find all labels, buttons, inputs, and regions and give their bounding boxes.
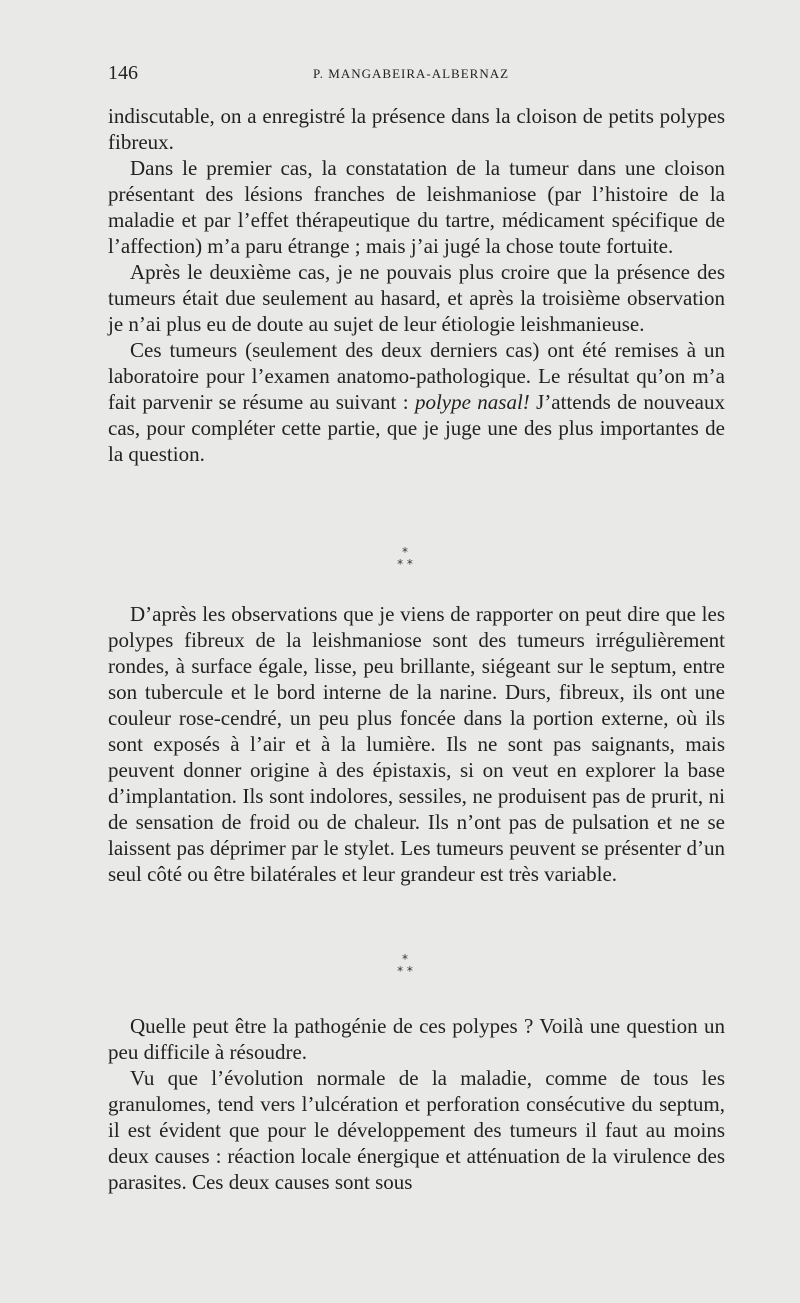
paragraph-text: J’attends de nouveaux cas, pour compléter cette partie, que je juge une des plus importantes de la question. <box>108 390 725 466</box>
running-head: P. MANGABEIRA-ALBERNAZ <box>313 66 510 81</box>
section-separator <box>385 953 425 977</box>
paragraph: indiscutable, on a enregistré la présence dans la cloison de petits polypes fibreux. <box>108 104 725 154</box>
paragraph: Vu que l’évolution normale de la maladie, comme de tous les granulomes, tend vers l’ulcération et perforation consécutive du septum, il est évident que pour le développement des tumeurs il faut au moins deux causes : réaction locale énergique et atténuation de la virulence des parasites. Ces deux causes sont sous <box>108 1066 725 1194</box>
paragraph-text: Ces tumeurs (seulement des deux derniers cas) ont été remises à un laboratoire pour l’examen anatomo-pathologique. Le résultat qu’on m’a fait parvenir se résume au suivant : <box>108 338 725 414</box>
paragraph: Après le deuxième cas, je ne pouvais plus croire que la présence des tumeurs était due seulement au hasard, et après la troisième observation je n’ai plus eu de doute au sujet de leur étiologie leishmanieuse. <box>108 260 725 336</box>
text-section-2 <box>108 601 725 887</box>
page-number: 146 <box>108 62 138 84</box>
page-header <box>108 62 728 88</box>
paragraph: Dans le premier cas, la constatation de la tumeur dans une cloison présentant des lésions franches de leishmaniose (par l’histoire de la maladie et par l’effet thérapeutique du tartre, médicament spécifique de l’affection) m’a paru étrange ; mais j’ai jugé la chose toute fortuite. <box>108 156 725 258</box>
paragraph: D’après les observations que je viens de rapporter on peut dire que les polypes fibreux de la leishmaniose sont des tumeurs irrégulièrement rondes, à surface égale, lisse, peu brillante, siégeant sur le septum, entre son tubercule et le bord interne de la narine. Durs, fibreux, ils ont une couleur rose-cendré, un peu plus foncée dans la portion externe, où ils sont exposés à l’air et à la lumière. Ils ne sont pas saignants, mais peuvent donner origine à des épistaxis, si on veut en explorer la base d’implantation. Ils sont indolores, sessiles, ne produisent pas de prurit, ni de sensation de froid ou de chaleur. Ils n’ont pas de pulsation et ne se laissent pas déprimer par le stylet. Les tumeurs peuvent se présenter d’un seul côté ou être bilatérales et leur grandeur est très variable. <box>108 602 725 886</box>
separator-star-bottom: * * <box>397 557 413 571</box>
text-section-3 <box>108 1013 725 1195</box>
separator-star-bottom: * * <box>397 964 413 978</box>
separator-star-top: * <box>402 545 408 559</box>
paragraph <box>108 337 725 467</box>
italic-text: polype nasal! <box>414 390 530 414</box>
paragraph: Quelle peut être la pathogénie de ces polypes ? Voilà une question un peu difficile à résoudre. <box>108 1014 725 1064</box>
section-separator <box>385 546 425 570</box>
separator-star-top: * <box>402 952 408 966</box>
text-section-1 <box>108 103 725 467</box>
